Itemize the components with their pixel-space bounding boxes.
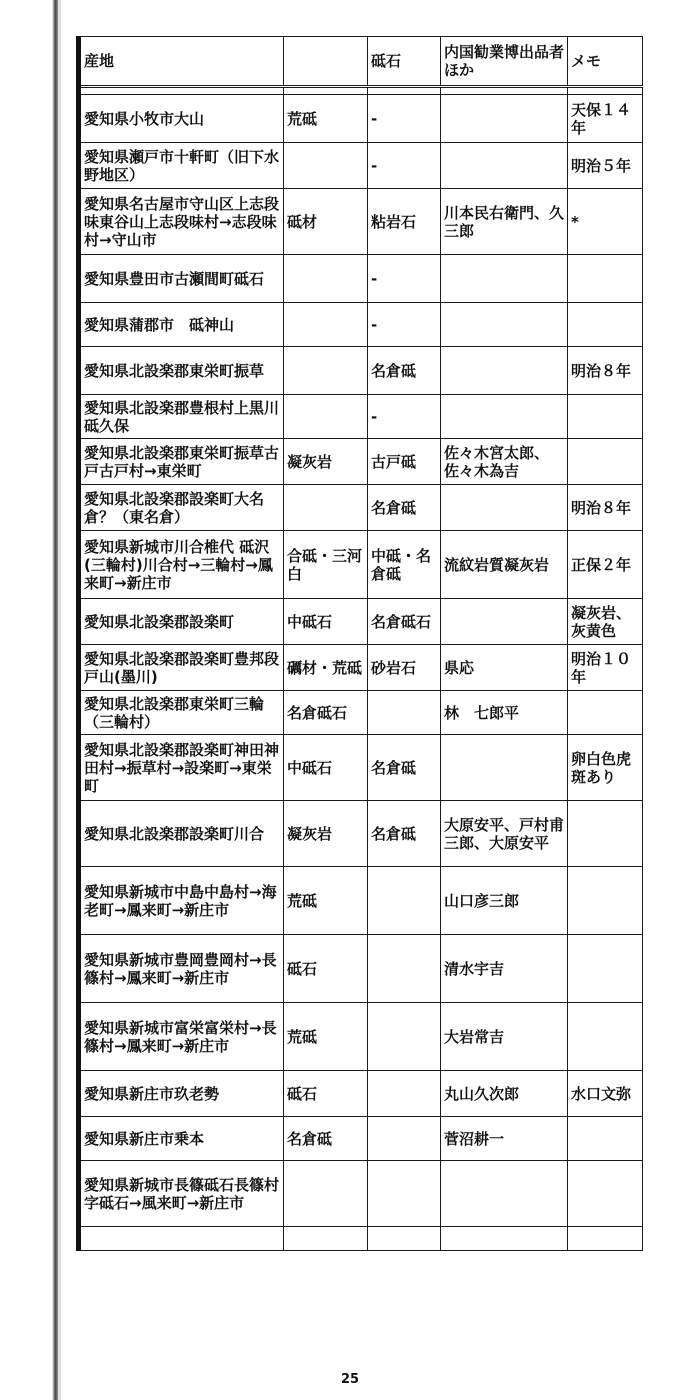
table-cell	[441, 735, 568, 801]
table-cell	[368, 1161, 441, 1227]
table-cell	[284, 395, 368, 439]
table-cell: 愛知県蒲郡市 砥神山	[79, 303, 284, 347]
table-cell	[441, 347, 568, 395]
table-row	[79, 347, 643, 395]
spacer-cell	[441, 87, 568, 95]
table-row	[79, 645, 643, 691]
table-cell: 愛知県新城市中島中島村→海老町→鳳来町→新庄市	[79, 867, 284, 935]
table-cell: 愛知県北設楽郡設楽町川合	[79, 801, 284, 867]
table-cell	[568, 255, 643, 303]
table-cell: -	[368, 395, 441, 439]
table-cell	[441, 95, 568, 143]
table-cell	[368, 1003, 441, 1071]
table-row	[79, 691, 643, 735]
table-cell: 凝灰岩	[284, 801, 368, 867]
table-cell: 名倉砥	[368, 801, 441, 867]
page-number: 25	[340, 1372, 360, 1387]
table-cell	[368, 935, 441, 1003]
table-cell	[368, 691, 441, 735]
table-cell: 砂岩石	[368, 645, 441, 691]
table-cell: 荒砥	[284, 1003, 368, 1071]
table-cell: -	[368, 303, 441, 347]
table-cell	[441, 599, 568, 645]
table-cell	[568, 395, 643, 439]
table-cell: 名倉砥	[284, 1117, 368, 1161]
table-cell	[568, 1161, 643, 1227]
table-row	[79, 255, 643, 303]
table-cell: 古戸砥	[368, 439, 441, 485]
table-cell: 林 七郎平	[441, 691, 568, 735]
table-cell: 県応	[441, 645, 568, 691]
table-cell: 愛知県北設楽郡東栄町三輪（三輪村）	[79, 691, 284, 735]
table-cell: 愛知県新城市富栄富栄村→長篠村→鳳来町→新庄市	[79, 1003, 284, 1071]
table-cell: 名倉砥	[368, 347, 441, 395]
table-cell	[284, 303, 368, 347]
table-cell	[368, 1071, 441, 1117]
spacer-cell	[368, 87, 441, 95]
table-row	[79, 735, 643, 801]
table-cell	[284, 1227, 368, 1251]
table-row	[79, 395, 643, 439]
table-cell: 愛知県小牧市大山	[79, 95, 284, 143]
table-row	[79, 1117, 643, 1161]
table-cell: 大原安平、戸村甫三郎、大原安平	[441, 801, 568, 867]
table-row	[79, 439, 643, 485]
table-cell	[568, 1003, 643, 1071]
table-cell: 愛知県北設楽郡東栄町振草古戸古戸村→東栄町	[79, 439, 284, 485]
table-cell: 川本民右衛門、久三郎	[441, 189, 568, 255]
table-cell: 愛知県瀬戸市十軒町（旧下水野地区）	[79, 143, 284, 189]
header-cell: メモ	[568, 37, 643, 87]
table-cell: 名倉砥	[368, 735, 441, 801]
table-cell: *	[568, 189, 643, 255]
table-cell: 愛知県新庄市乗本	[79, 1117, 284, 1161]
table-cell: 砥石	[284, 1071, 368, 1117]
table-cell: -	[368, 255, 441, 303]
table-cell: 愛知県北設楽郡豊根村上黒川砥久保	[79, 395, 284, 439]
table-cell	[441, 303, 568, 347]
table-cell: 中砥石	[284, 599, 368, 645]
table-cell	[441, 255, 568, 303]
table-cell: -	[368, 95, 441, 143]
table-cell: 砥材	[284, 189, 368, 255]
table-cell	[441, 1227, 568, 1251]
table-cell: 愛知県新城市豊岡豊岡村→長篠村→鳳来町→新庄市	[79, 935, 284, 1003]
table-cell: 佐々木宮太郎、佐々木為吉	[441, 439, 568, 485]
table-cell: 明治８年	[568, 347, 643, 395]
table-cell: 天保１４年	[568, 95, 643, 143]
table-cell	[568, 801, 643, 867]
table-cell	[284, 1161, 368, 1227]
table-cell: 菅沼耕一	[441, 1117, 568, 1161]
table-cell: 愛知県北設楽郡設楽町神田神田村→振草村→設楽町→東栄町	[79, 735, 284, 801]
table-cell: 名倉砥	[368, 485, 441, 531]
header-cell: 内国勧業博出品者ほか	[441, 37, 568, 87]
table-cell	[568, 439, 643, 485]
table-cell: 卵白色虎斑あり	[568, 735, 643, 801]
table-cell: 名倉砥石	[284, 691, 368, 735]
table-row	[79, 1161, 643, 1227]
table-cell	[568, 1117, 643, 1161]
table-cell	[368, 1117, 441, 1161]
table-cell: 凝灰岩	[284, 439, 368, 485]
table-cell: 中砥・名倉砥	[368, 531, 441, 599]
table-cell	[441, 143, 568, 189]
table-cell	[568, 935, 643, 1003]
table-cell	[441, 485, 568, 531]
table-cell: 愛知県新城市川合椎代 砥沢(三輪村)川合村→三輪村→鳳来町→新庄市	[79, 531, 284, 599]
table-cell	[79, 1227, 284, 1251]
table-cell: 流紋岩質凝灰岩	[441, 531, 568, 599]
table-row	[79, 531, 643, 599]
table-cell	[568, 1227, 643, 1251]
table-cell: 荒砥	[284, 95, 368, 143]
table-cell: -	[368, 143, 441, 189]
table-cell	[441, 1161, 568, 1227]
spacer-cell	[79, 87, 284, 95]
table-cell: 明治８年	[568, 485, 643, 531]
table-cell: 清水宇吉	[441, 935, 568, 1003]
table-row	[79, 189, 643, 255]
table-cell: 大岩常吉	[441, 1003, 568, 1071]
table-row	[79, 95, 643, 143]
table-cell: 愛知県豊田市古瀬間町砥石	[79, 255, 284, 303]
table-cell	[284, 255, 368, 303]
table-row	[79, 599, 643, 645]
table-cell: 愛知県名古屋市守山区上志段味東谷山上志段味村→志段味村→守山市	[79, 189, 284, 255]
table-cell: 荒砥	[284, 867, 368, 935]
table-cell	[284, 485, 368, 531]
header-cell: 産地	[79, 37, 284, 87]
table-cell: 山口彦三郎	[441, 867, 568, 935]
table-row	[79, 1227, 643, 1251]
table-cell: 礪材・荒砥	[284, 645, 368, 691]
binding-shadow	[58, 0, 61, 1400]
spacer-cell	[284, 87, 368, 95]
table-row	[79, 1071, 643, 1117]
table-cell: 愛知県北設楽郡設楽町大名倉？（東名倉）	[79, 485, 284, 531]
table-cell: 中砥石	[284, 735, 368, 801]
table-row	[79, 801, 643, 867]
table-cell: 凝灰岩、灰黄色	[568, 599, 643, 645]
table-cell: 明治１０年	[568, 645, 643, 691]
table-cell: 名倉砥石	[368, 599, 441, 645]
whetstone-source-table	[76, 36, 643, 1251]
table-row	[79, 867, 643, 935]
table-cell: 粘岩石	[368, 189, 441, 255]
table-cell	[368, 1227, 441, 1251]
table-cell	[568, 303, 643, 347]
table-row	[79, 1003, 643, 1071]
table-cell: 明治５年	[568, 143, 643, 189]
header-cell: 砥石	[368, 37, 441, 87]
table-body	[79, 37, 643, 1251]
spacer-cell	[568, 87, 643, 95]
table-container	[76, 36, 640, 1251]
table-row	[79, 935, 643, 1003]
table-cell: 愛知県北設楽郡設楽町豊邦段戸山(墨川)	[79, 645, 284, 691]
table-cell: 愛知県北設楽郡設楽町	[79, 599, 284, 645]
header-spacer-row	[79, 87, 643, 95]
table-cell: 砥石	[284, 935, 368, 1003]
table-cell: 愛知県新庄市玖老勢	[79, 1071, 284, 1117]
table-row	[79, 303, 643, 347]
table-row	[79, 485, 643, 531]
table-cell	[368, 867, 441, 935]
table-cell: 水口文弥	[568, 1071, 643, 1117]
table-cell: 愛知県北設楽郡東栄町振草	[79, 347, 284, 395]
header-cell	[284, 37, 368, 87]
table-row	[79, 143, 643, 189]
table-cell: 合砥・三河白	[284, 531, 368, 599]
table-cell	[568, 691, 643, 735]
table-cell	[568, 867, 643, 935]
table-cell	[284, 347, 368, 395]
header-row	[79, 37, 643, 87]
table-cell: 丸山久次郎	[441, 1071, 568, 1117]
table-cell	[441, 395, 568, 439]
table-cell: 正保２年	[568, 531, 643, 599]
table-cell: 愛知県新城市長篠砥石長篠村字砥石→風来町→新庄市	[79, 1161, 284, 1227]
table-cell	[284, 143, 368, 189]
